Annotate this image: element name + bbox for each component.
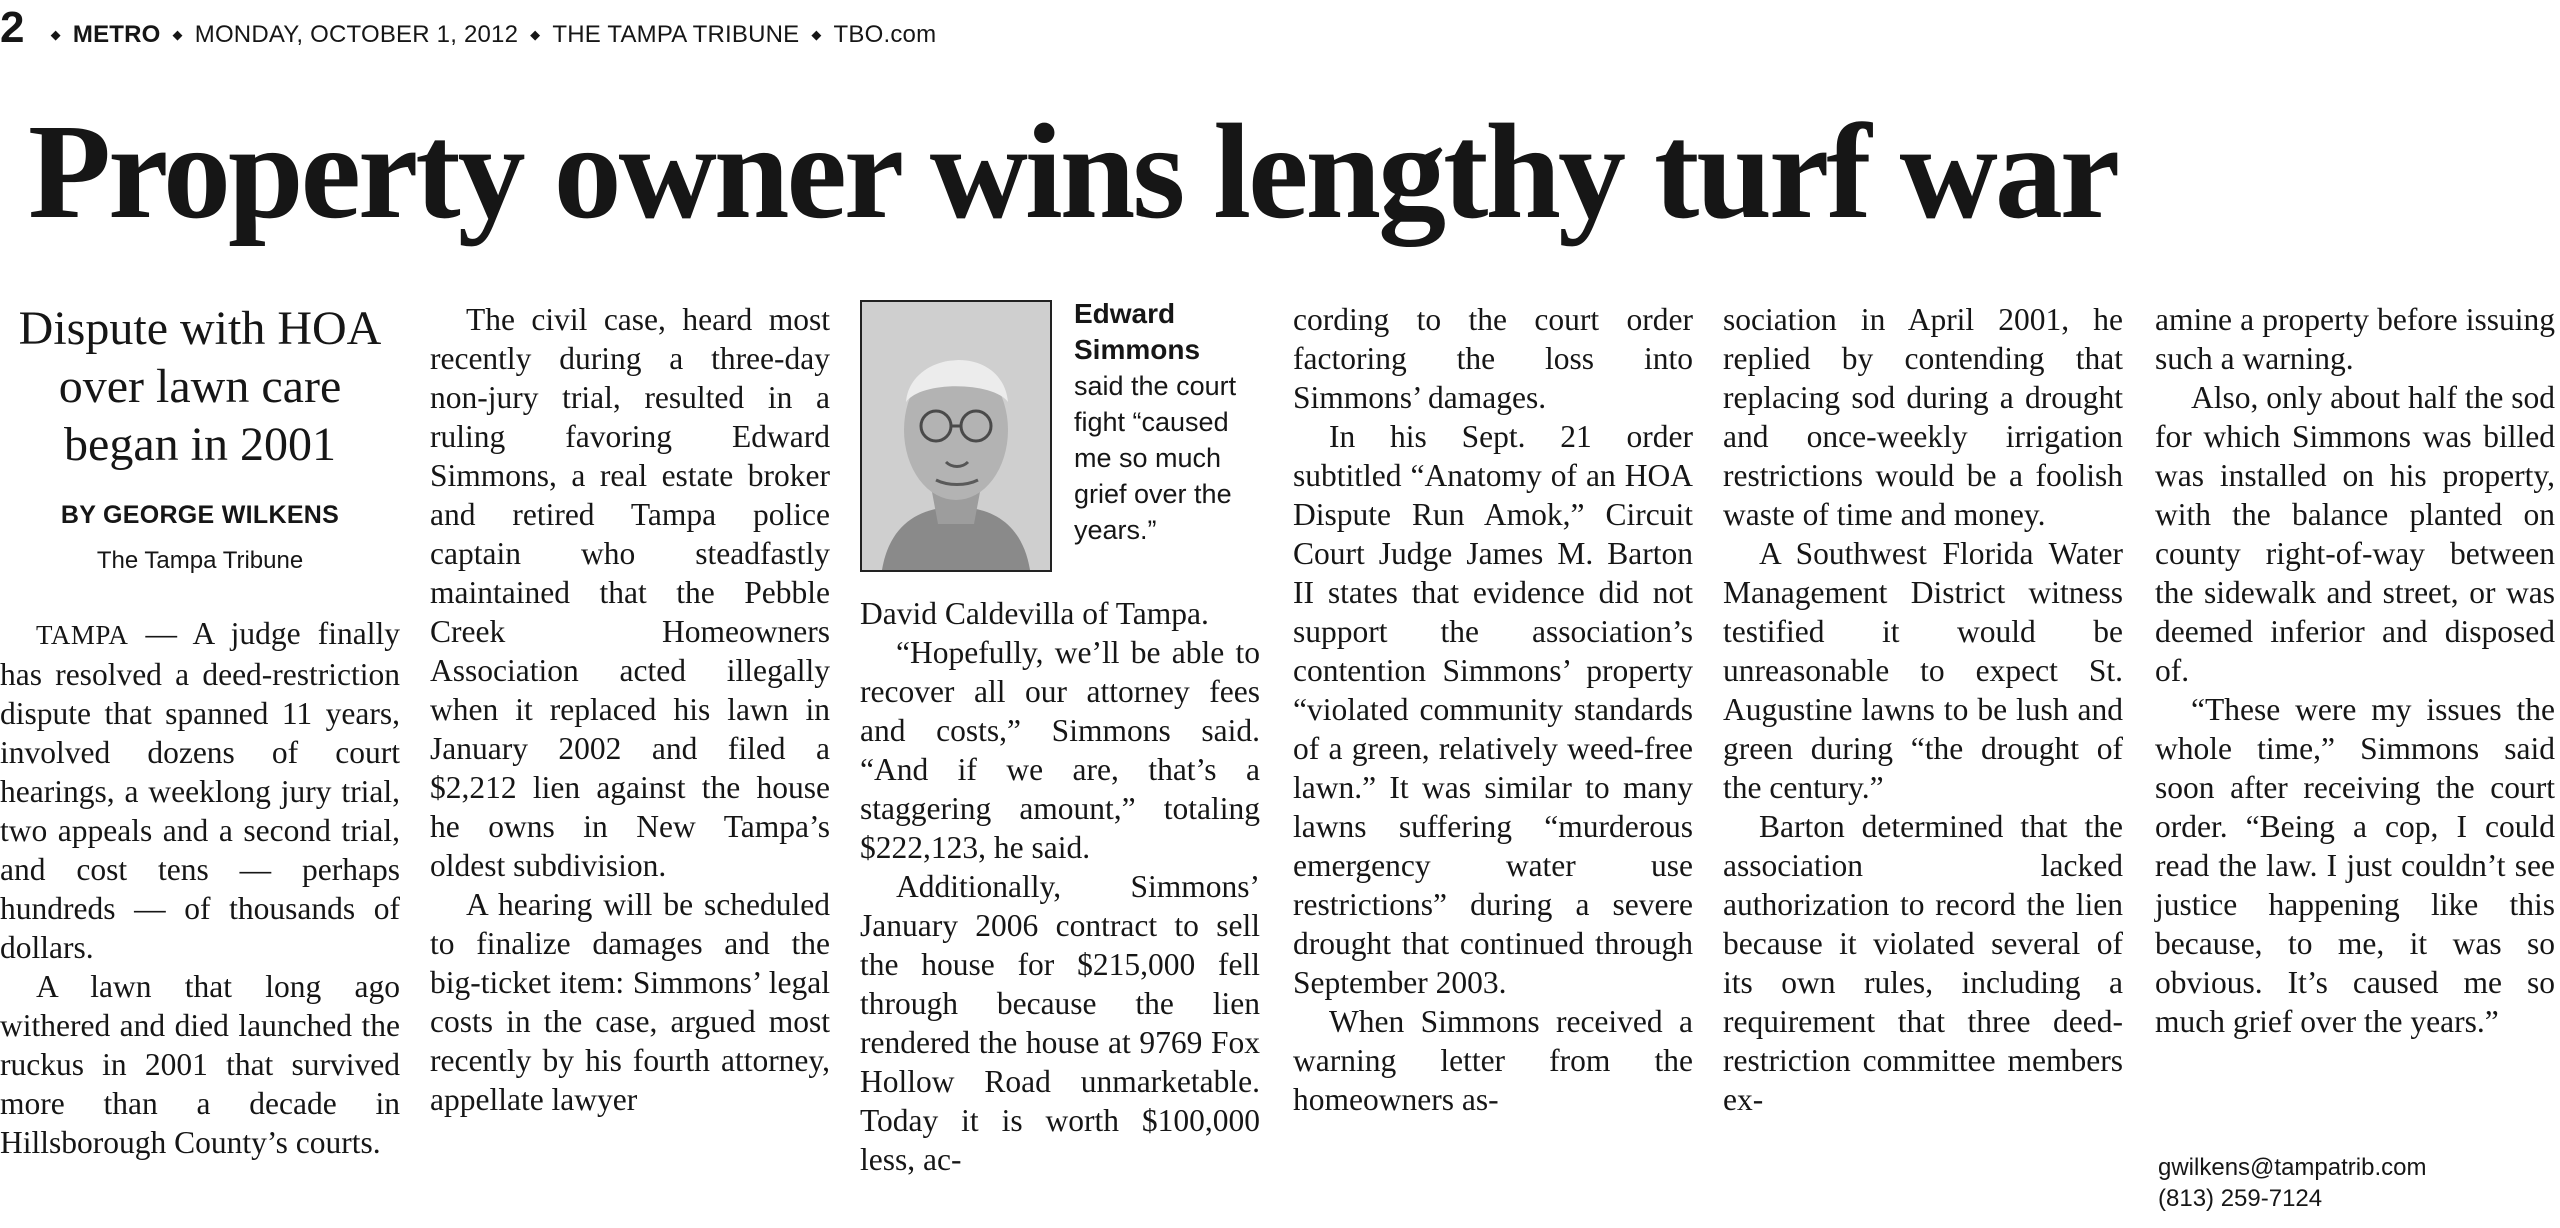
paragraph: Additionally, Simmons’ January 2006 contract to sell the house for $215,000 fell through because the lien rendered the house at 9769 Fox Hollow Road unmarketable. Today it is worth $100,000 less, ac- [860,869,1260,1177]
deck-line: Dispute with HOA [18,302,382,355]
newspaper-name: THE TAMPA TRIBUNE [552,21,800,48]
dateline: TAMPA [36,620,129,650]
paragraph: amine a property before issuing such a warning. [2155,302,2555,376]
paragraph: cording to the court order factoring the loss into Simmons’ damages. [1293,302,1693,415]
photo-block [860,300,1260,590]
paragraph: “These were my issues the whole time,” Simmons said soon after receiving the court order. “Being a cop, I could read the law. I just couldn’t see justice happening like this because, to me, it was so obvious. It’s caused me so much grief over the years.” [2155,692,2555,1039]
paragraph [0,614,400,967]
deck [0,300,400,474]
paragraph: A Southwest Florida Water Management District witness testified it would be unreasonable to expect St. Augustine lawns to be lush and green during “the drought of the century.” [1723,536,2123,805]
diamond-separator-icon: ◆ [172,27,183,42]
portrait-illustration [862,302,1050,570]
reporter-email: gwilkens@tampatrib.com [2158,1154,2427,1181]
website: TBO.com [833,21,937,48]
byline: BY GEORGE WILKENS [60,501,340,529]
paragraph: Also, only about half the sod for which Simmons was billed was installed on his property, with the balance planted on county right-of-way between the sidewalk and street, or was deemed inferior and disposed of. [2155,380,2555,688]
headline: Property owner wins lengthy turf war [28,97,2118,247]
paragraph-text: — A judge finally has resolved a deed-restriction dispute that spanned 11 years, involved dozens of court hearings, a weeklong jury trial, two appeals and a second trial, and cost tens — perhaps hundreds — of thousands of dollars. [0,616,400,965]
article-column-5 [1723,300,2123,1119]
paragraph: Barton determined that the association lacked authorization to record the lien because it violated several of its own rules, including a requirement that three deed-restriction committee members ex- [1723,809,2123,1117]
paragraph: David Caldevilla of Tampa. [860,596,1209,631]
caption-text: said the court fight “caused me so much grief over the years.” [1074,371,1237,545]
photo-caption [1074,296,1260,548]
paragraph: When Simmons received a warning letter from the homeowners as- [1293,1004,1693,1117]
deck-line: began in 2001 [64,418,336,471]
byline-organization: The Tampa Tribune [96,547,304,574]
issue-date: MONDAY, OCTOBER 1, 2012 [194,21,519,48]
paragraph: A hearing will be scheduled to finalize damages and the big-ticket item: Simmons’ legal costs in the case, argued most recently by his fourth attorney, appellate lawyer [430,887,830,1117]
page-number: 2 [0,3,25,52]
portrait-photo [860,300,1052,572]
article-column-4 [1293,300,1693,1119]
paragraph: “Hopefully, we’ll be able to recover all our attorney fees and costs,” Simmons said. “And if we are, that’s a staggering amount,” totaling $222,123, he said. [860,635,1260,865]
article-column-3 [860,300,1260,1179]
deck-line: over lawn care [58,360,342,413]
article-column-6 [2155,300,2555,1041]
article-column-1 [0,300,400,1162]
paragraph: The civil case, heard most recently during a three-day non-jury trial, resulted in a ruling favoring Edward Simmons, a real estate broker and retired Tampa police captain who steadfastly maintained that the Pebble Creek Homeowners Association acted illegally when it replaced his lawn in January 2002 and filed a $2,212 lien against the house he owns in New Tampa’s oldest subdivision. [430,302,830,883]
reporter-contact [2158,1152,2426,1214]
diamond-separator-icon: ◆ [50,27,61,42]
article-column-2 [430,300,830,1119]
paragraph: sociation in April 2001, he replied by contending that replacing sod during a drought and once-weekly irrigation restrictions would be a foolish waste of time and money. [1723,302,2123,532]
diamond-separator-icon: ◆ [811,27,822,42]
paragraph: In his Sept. 21 order subtitled “Anatomy of an HOA Dispute Run Amok,” Circuit Court Judge James M. Barton II states that evidence did not support the association’s contention Simmons’ property “violated community standards of a green, relatively weed-free lawn.” It was similar to many lawns suffering “murderous emergency water use restrictions” during a severe drought that continued through September 2003. [1293,419,1693,1000]
reporter-phone: (813) 259-7124 [2158,1185,2323,1212]
paragraph: A lawn that long ago withered and died launched the ruckus in 2001 that survived more than a decade in Hillsborough County’s courts. [0,969,400,1160]
section-name: METRO [72,21,161,48]
page-folio [0,3,937,52]
caption-name: Edward Simmons [1074,298,1201,365]
diamond-separator-icon: ◆ [530,27,541,42]
